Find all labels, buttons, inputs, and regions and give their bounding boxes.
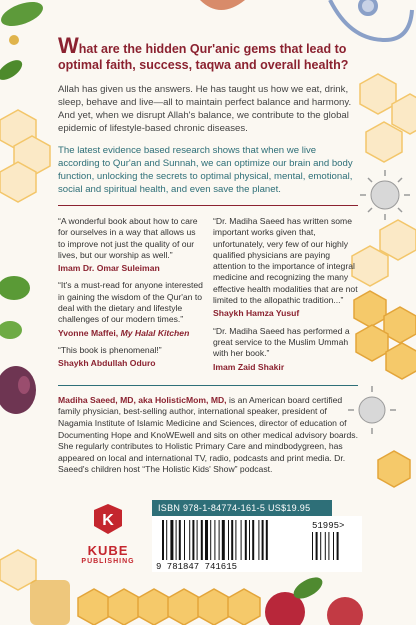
endorsement xyxy=(58,345,203,370)
kube-logo-icon xyxy=(91,504,125,534)
headline-text: hat are the hidden Qur'anic gems that lead to optimal faith, success, taqwa and overall health? xyxy=(58,42,349,72)
endorsement xyxy=(213,216,358,320)
svg-text:K: K xyxy=(102,512,114,529)
divider xyxy=(58,385,358,386)
endorsements-left xyxy=(58,216,203,379)
honey-jar-icon xyxy=(30,580,70,625)
publisher-name: KUBE xyxy=(87,543,129,558)
publisher-logo xyxy=(78,504,138,565)
research-paragraph: The latest evidence based research shows that when we live according to Qur'an and Sunnah, we can optimize our brain and body function, unlocking the secrets to optimal physical, mental, emotional, social and spiritual health, and even save the planet. xyxy=(58,145,353,195)
fruit-icon xyxy=(200,0,245,10)
quote-text: “Dr. Madiha Saeed has written some important works given that, unfortunately, very few of our highly qualified physicians are paying attention to the importance of integral medicine and recognizing the many effective health modalities that are not limited to the allopathic tradition...” xyxy=(213,216,358,306)
virus-icon xyxy=(360,170,410,220)
publisher-subtitle: PUBLISHING xyxy=(81,558,135,565)
fig-icon xyxy=(0,366,36,414)
author-bio-text: is an American board certified family physician, best-selling author, international speaker, president of Nagamia Institute of Islamic Medicine and Sciences, director of education of Documenting Hope and KnoWEwell and sits on other medical advisory boards. She regularly contributes to Holistic Primary Care and mindbodygreen, has appeared on local and international TV, radio, podcasts and print media. Dr. Saeed's children host “The Holistic Kids' Show” podcast. xyxy=(58,394,358,475)
honeycomb-icon xyxy=(354,291,416,487)
honeycomb-icon xyxy=(352,74,416,286)
drop-cap: W xyxy=(58,33,79,58)
headline xyxy=(58,33,358,73)
author-name: Madiha Saeed, MD, aka HolisticMom, MD, xyxy=(58,394,227,405)
quote-author: Imam Zaid Shakir xyxy=(213,361,285,372)
endorsements xyxy=(58,216,358,379)
quote-text: “It's a must-read for anyone interested in gaining the wisdom of the Qur'an to deal with the dietary and lifestyle challenges of our modern times.” xyxy=(58,280,203,325)
divider xyxy=(58,205,358,206)
quote-author: Shaykh Abdullah Oduro xyxy=(58,358,156,369)
barcode-addon: 51995> xyxy=(312,521,345,531)
quote-author: Yvonne Maffei, My Halal Kitchen xyxy=(58,327,190,338)
endorsement xyxy=(58,280,203,338)
back-cover-text xyxy=(58,33,358,485)
leaf-icon xyxy=(0,276,30,339)
quote-text: “Dr. Madiha Saeed has performed a great service to the Muslim Ummah with her book.” xyxy=(213,325,350,359)
endorsement xyxy=(58,216,203,274)
quote-text: “A wonderful book about how to care for ourselves in a way that allows us to improve not just the quality of our lives, but our worship as well.” xyxy=(58,216,198,260)
endorsements-right xyxy=(213,216,358,379)
pomegranate-icon xyxy=(265,573,363,625)
quote-author: Shaykh Hamza Yusuf xyxy=(213,308,300,319)
author-bio xyxy=(58,395,358,476)
leaf-icon xyxy=(0,0,46,84)
barcode-number: 9 781847 741615 xyxy=(156,562,238,572)
honeycomb-icon xyxy=(78,589,260,625)
endorsement xyxy=(213,326,358,373)
stethoscope-icon xyxy=(330,0,412,40)
intro-paragraph: Allah has given us the answers. He has taught us how we eat, drink, sleep, behave and live—all to maintain perfect balance and harmony. And yet, when we disrupt Allah's balance, we contribute to the global epidemic of lifestyle-based chronic diseases. xyxy=(58,84,352,134)
honeycomb-icon xyxy=(0,110,50,590)
quote-author-source: My Halal Kitchen xyxy=(120,327,190,338)
isbn-price: ISBN 978-1-84774-161-5 US$19.95 xyxy=(152,500,332,516)
barcode xyxy=(152,516,362,572)
barcode-graphic xyxy=(152,516,362,572)
quote-author: Imam Dr. Omar Suleiman xyxy=(58,263,160,274)
quote-text: “This book is phenomenal!” xyxy=(58,344,162,355)
